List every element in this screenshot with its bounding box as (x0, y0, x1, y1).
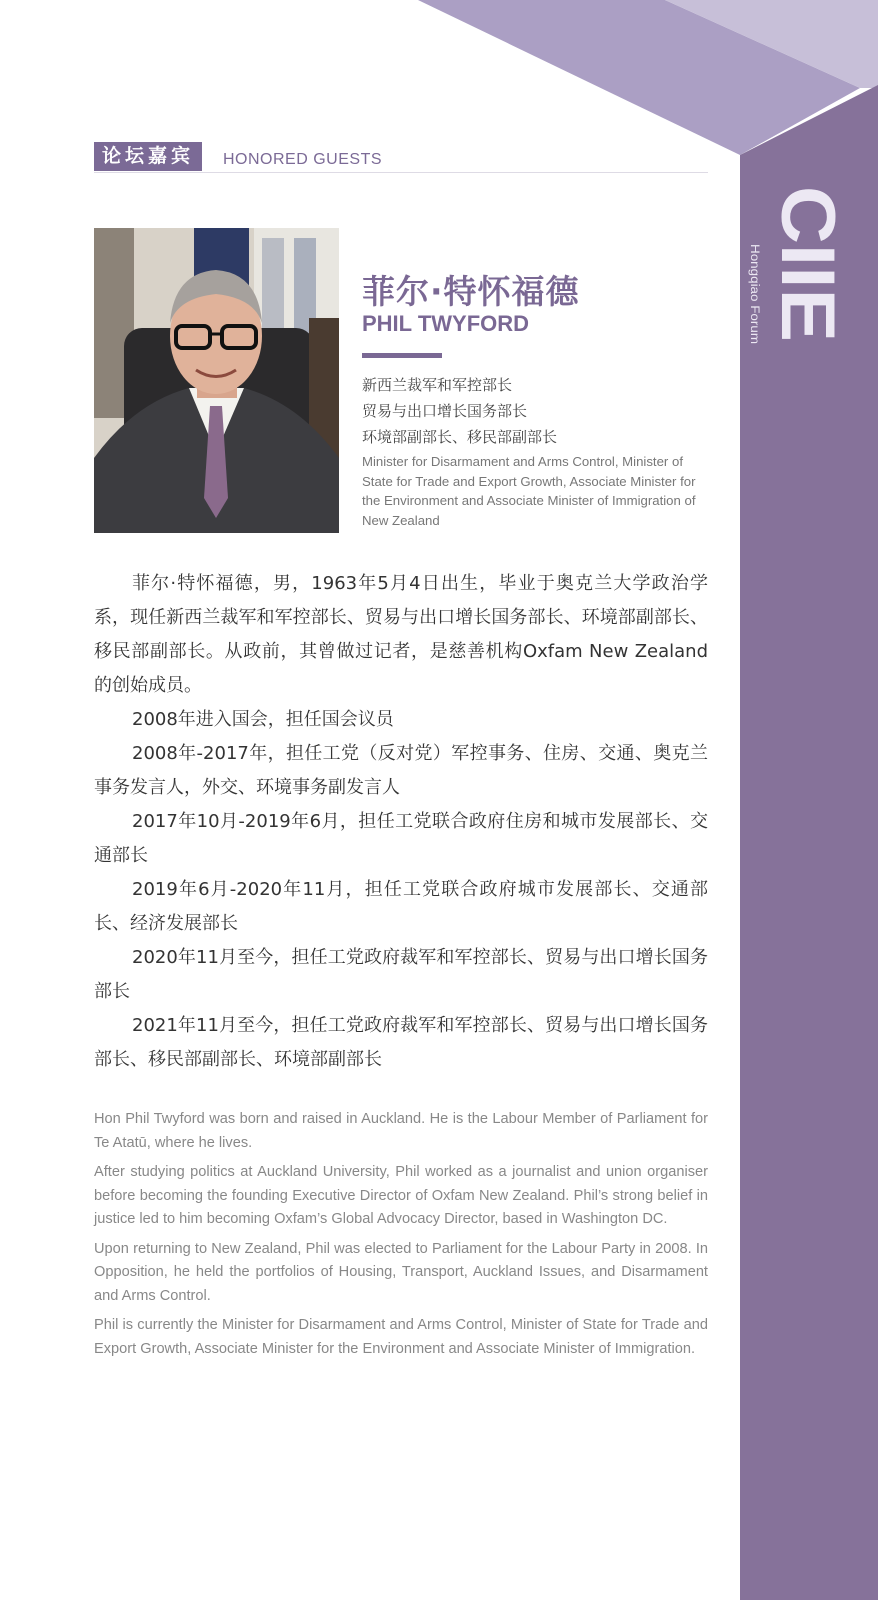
section-title-cn: 论坛嘉宾 (94, 142, 202, 171)
bio-en-paragraph: Upon returning to New Zealand, Phil was elected to Parliament for the Labour Party in 2008. In Opposition, he held the portfolios of Housing, Transport, Auckland Issues, and Disarmament and Arms Control. (94, 1240, 708, 1304)
bio-en-paragraph: Phil is currently the Minister for Disarmament and Arms Control, Minister of State for Trade and Export Growth, Associate Minister for the Environment and Associate Minister of Immigration. (94, 1317, 708, 1357)
portrait-illustration (94, 228, 339, 533)
guest-portrait (94, 228, 339, 533)
bio-cn-paragraph: 2008年-2017年，担任工党（反对党）军控事务、住房、交通、奥克兰事务发言人，外交、环境事务副发言人 (94, 743, 708, 798)
ciie-logo (748, 186, 860, 346)
name-divider (362, 353, 442, 358)
biography-cn (94, 567, 708, 1077)
biography-en (94, 1108, 708, 1367)
bio-en-paragraph: Hon Phil Twyford was born and raised in Auckland. He is the Labour Member of Parliament for Te Atatū, where he lives. (94, 1111, 708, 1151)
bio-cn-paragraph: 2008年进入国会，担任国会议员 (132, 709, 394, 730)
bio-cn-paragraph: 2021年11月至今，担任工党政府裁军和军控部长、贸易与出口增长国务部长、移民部副部长、环境部副部长 (94, 1015, 708, 1070)
section-header (94, 142, 708, 173)
logo-text: CIIE (765, 186, 850, 334)
title-cn-line: 新西兰裁军和军控部长 (362, 376, 513, 394)
bio-en-paragraph: After studying politics at Auckland University, Phil worked as a journalist and union organiser before becoming the founding Executive Director of Oxfam New Zealand. Phil’s strong belief in justice led to him becoming Oxfam’s Global Advocacy Director, based in Washington DC. (94, 1164, 708, 1227)
title-cn-line: 贸易与出口增长国务部长 (362, 402, 528, 420)
guest-name-cn: 菲尔·特怀福德 (362, 272, 580, 311)
bio-cn-paragraph: 2020年11月至今，担任工党政府裁军和军控部长、贸易与出口增长国务部长 (94, 947, 708, 1002)
section-title-en: HONORED GUESTS (223, 151, 383, 168)
bio-cn-paragraph: 2019年6月-2020年11月，担任工党联合政府城市发展部长、交通部长、经济发展部长 (94, 879, 708, 934)
title-cn-line: 环境部副部长、移民部副部长 (362, 428, 558, 446)
guest-name-en: PHIL TWYFORD (362, 311, 530, 336)
guest-titles-cn (362, 372, 557, 450)
guest-titles-en: Minister for Disarmament and Arms Control, Minister of State for Trade and Export Growth, Associate Minister for the Environment and Associate Minister of Immigration of New Zealand (362, 454, 696, 528)
bio-cn-paragraph: 2017年10月-2019年6月，担任工党联合政府住房和城市发展部长、交通部长 (94, 811, 708, 866)
forum-label: Hongqiao Forum (748, 244, 760, 330)
bio-cn-paragraph: 菲尔·特怀福德，男，1963年5月4日出生，毕业于奥克兰大学政治学系，现任新西兰裁军和军控部长、贸易与出口增长国务部长、环境部副部长、移民部副部长。从政前，其曾做过记者，是慈善机构Oxfam New Zealand的创始成员。 (94, 573, 708, 696)
